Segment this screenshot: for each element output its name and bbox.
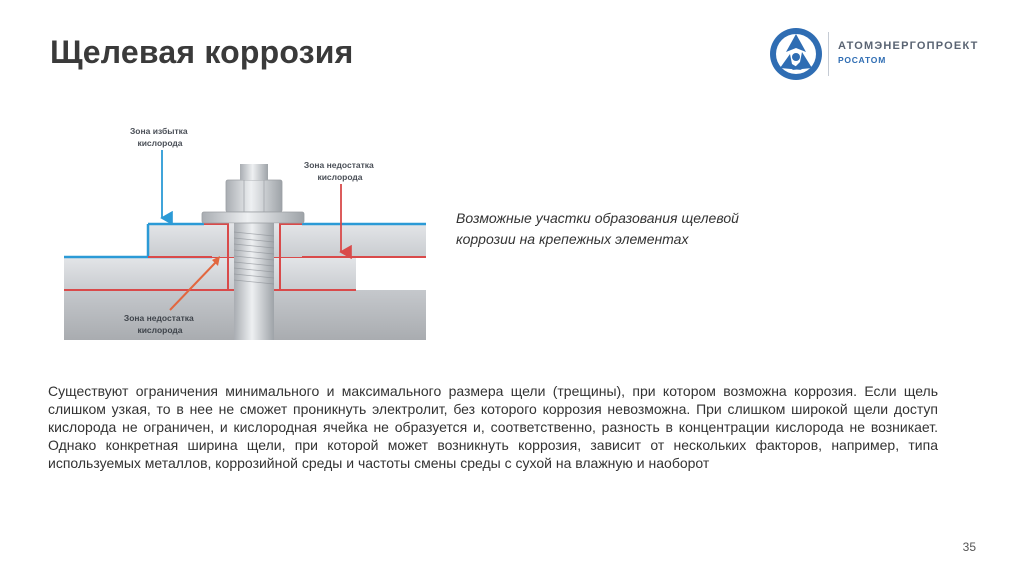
diagram-caption: Возможные участки образования щелевой коррозии на крепежных элементах	[456, 210, 739, 247]
page-number: 35	[962, 540, 976, 554]
crevice-corrosion-diagram	[64, 124, 426, 340]
label-oxygen-excess: Зона избытка кислорода	[129, 126, 188, 148]
bolt-washer	[202, 212, 304, 223]
top-plate	[148, 224, 426, 257]
logo-name: АТОМЭНЕРГОПРОЕКТ	[838, 40, 979, 52]
middle-plate	[64, 257, 356, 290]
rosatom-logo-icon	[766, 24, 1006, 84]
logo-divider	[828, 32, 829, 76]
logo-subtitle: РОСАТОМ	[838, 55, 887, 65]
slide-title: Щелевая коррозия	[50, 34, 354, 70]
body-paragraph: Существуют ограничения минимального и максимального размера щели (трещины), при котором возможна коррозия. Если щель слишком узкая, то в нее не сможет проникнуть электролит, без которого коррозия невозможна. При слишком широкой щели доступ кислорода не ограничен, и кислородная ячейка не образуется и, соответственно, разность в концентрации кислорода не возникает. Однако конкретная ширина щели, при которой может возникнуть коррозия, зависит от нескольких факторов, например, типа используемых металлов, коррозийной среды и частоты смены среды с сухой на влажную и наоборот	[48, 383, 938, 471]
label-oxygen-deficit-bottom: Зона недостатка кислорода	[123, 313, 194, 335]
label-oxygen-deficit-top: Зона недостатка кислорода	[303, 160, 374, 182]
bolt-nut	[226, 180, 282, 212]
